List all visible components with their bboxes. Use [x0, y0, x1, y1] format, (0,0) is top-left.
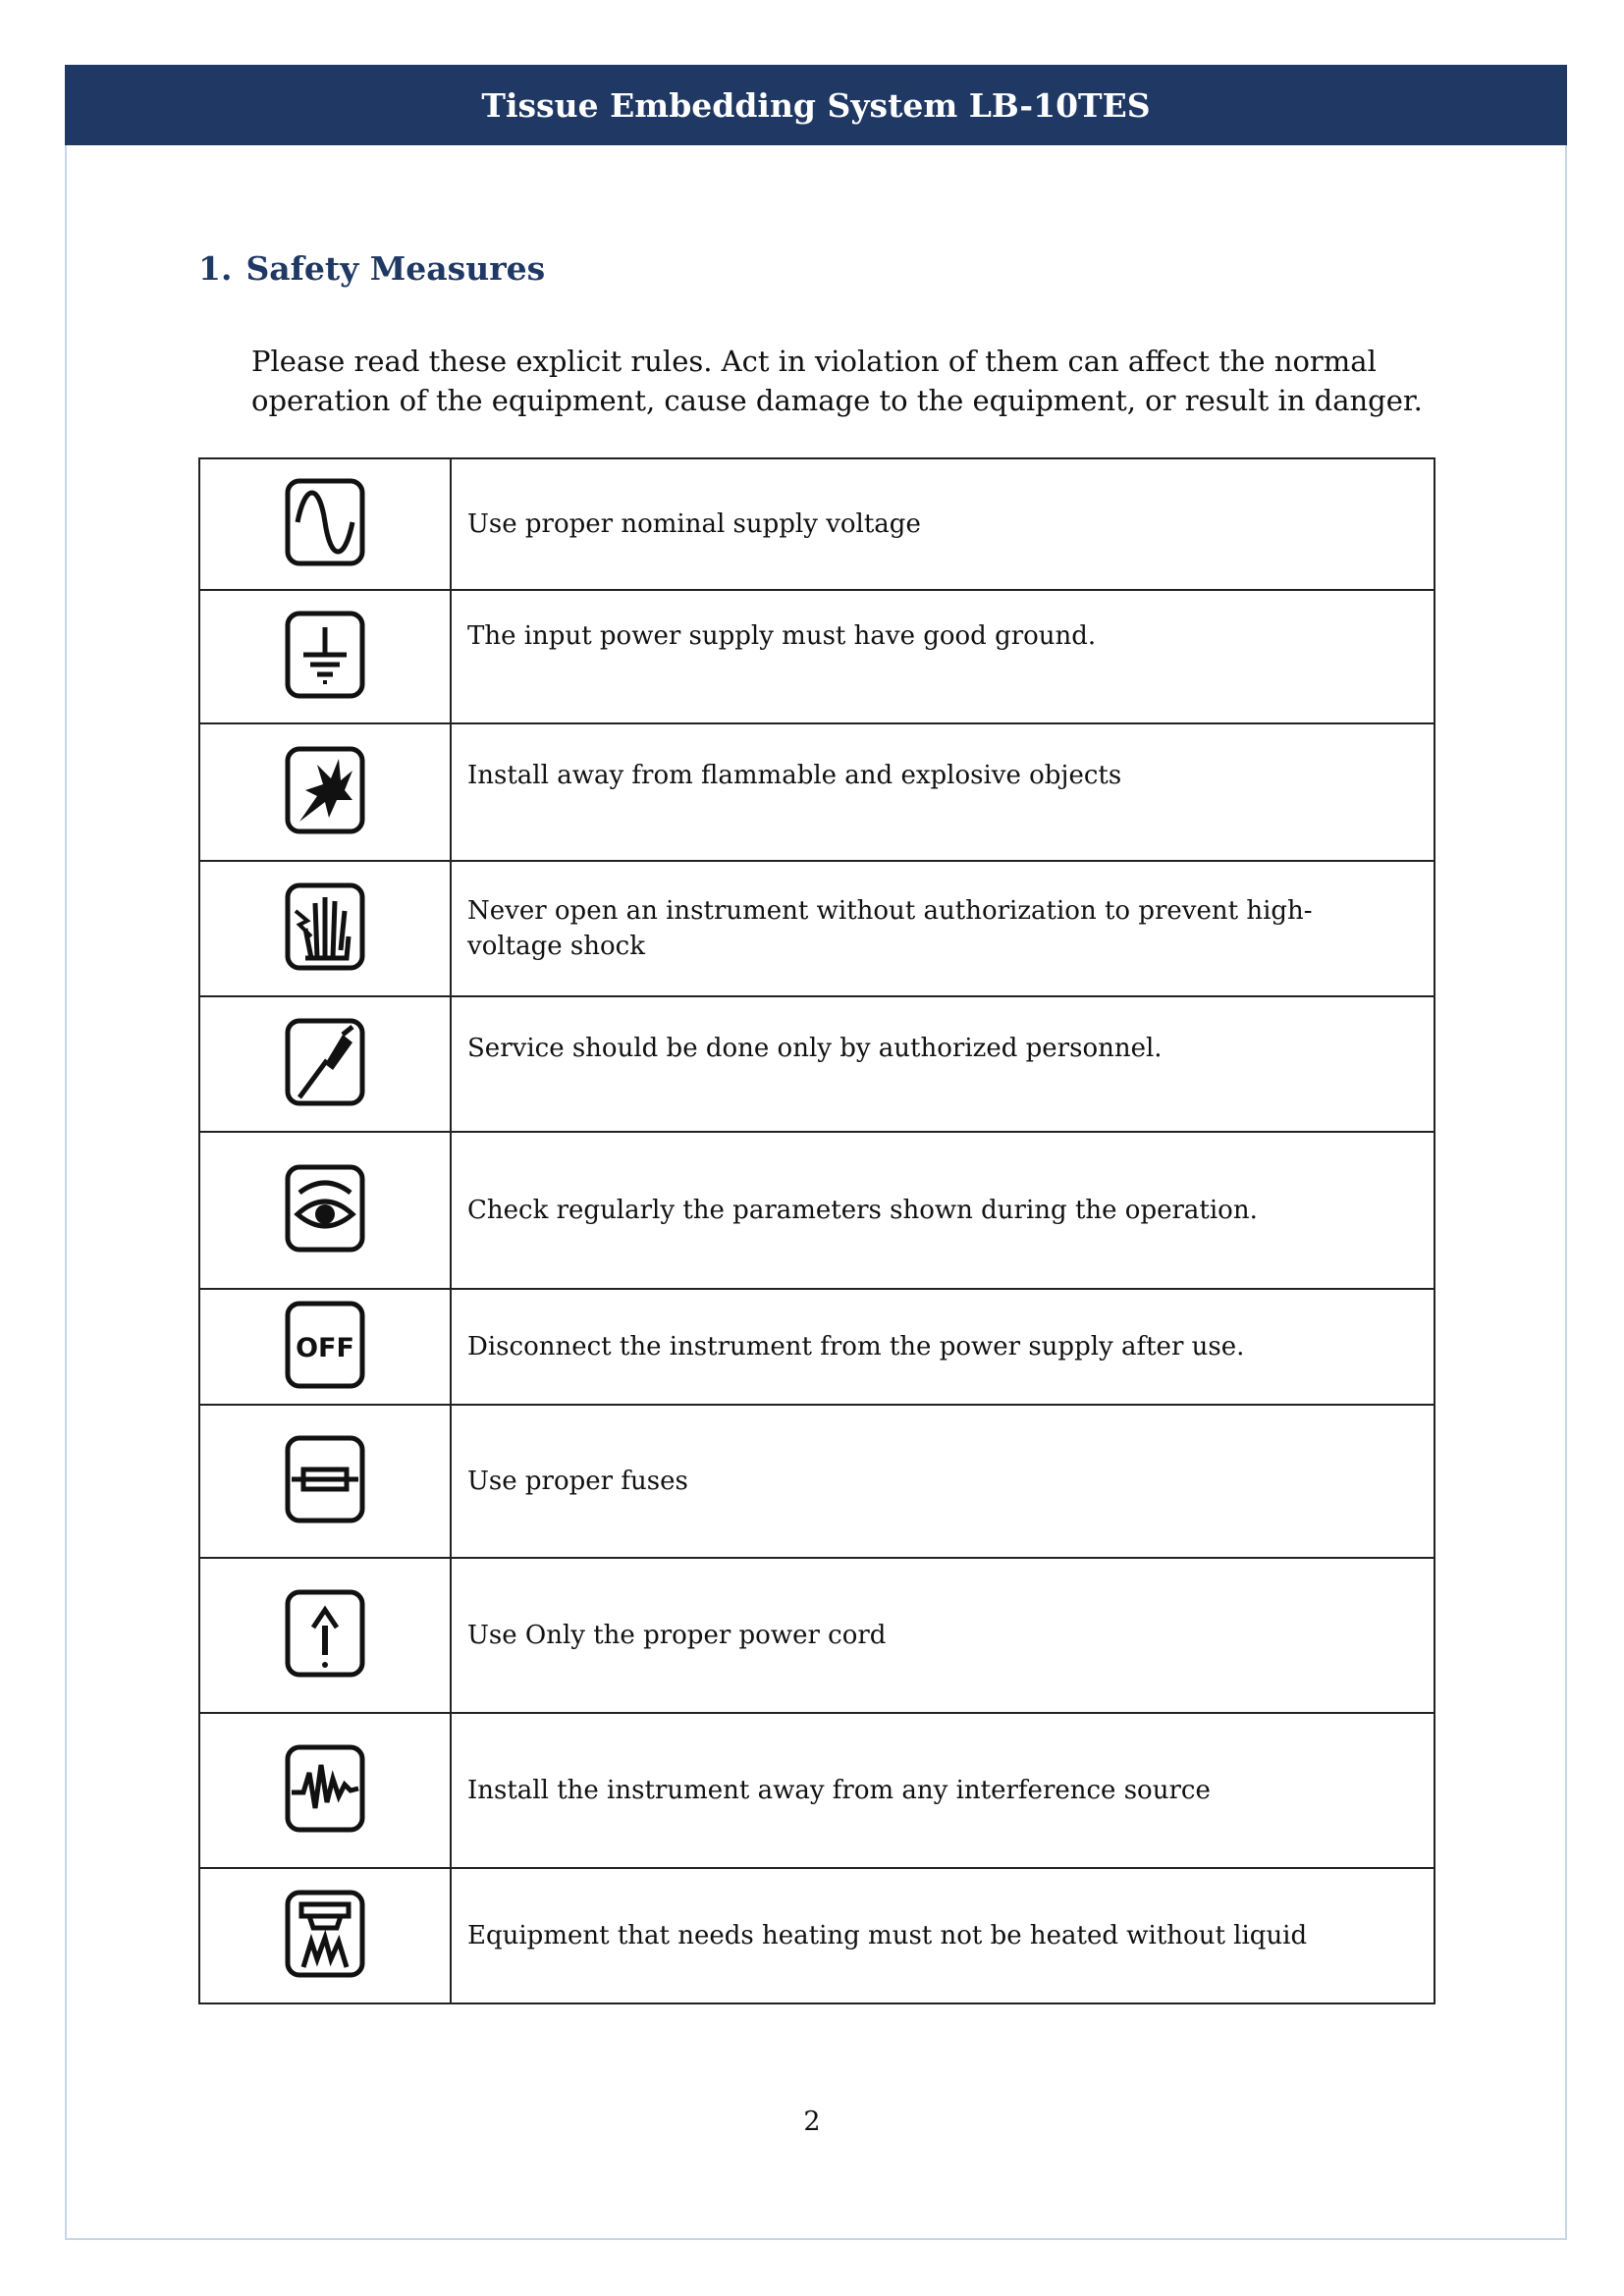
ground-icon	[284, 610, 366, 700]
rule-text: Never open an instrument without authorization to prevent high-voltage shock	[451, 861, 1435, 996]
rule-text: Use proper fuses	[451, 1405, 1435, 1558]
rule-text: Use proper nominal supply voltage	[451, 458, 1435, 590]
table-row	[199, 1868, 1435, 2003]
screwdriver-icon	[284, 1017, 366, 1107]
ac-sine-wave-icon	[284, 477, 366, 567]
table-row	[199, 1132, 1435, 1289]
rule-text: Equipment that needs heating must not be heated without liquid	[451, 1868, 1435, 2003]
interference-signal-icon	[284, 1743, 366, 1834]
fuse-icon	[284, 1434, 366, 1524]
eye-icon	[284, 1163, 366, 1254]
table-row	[199, 996, 1435, 1132]
section-heading	[198, 249, 545, 288]
rule-text: Disconnect the instrument from the power supply after use.	[451, 1289, 1435, 1405]
document-header	[65, 65, 1567, 145]
rule-text: The input power supply must have good ground.	[451, 590, 1435, 723]
intro-paragraph: Please read these explicit rules. Act in violation of them can affect the normal operation of the equipment, cause damage to the equipment, or result in danger.	[251, 345, 1423, 417]
table-row	[199, 590, 1435, 723]
table-row	[199, 1289, 1435, 1405]
rule-text: Check regularly the parameters shown during the operation.	[451, 1132, 1435, 1289]
svg-text:OFF: OFF	[296, 1333, 354, 1363]
table-row	[199, 1713, 1435, 1868]
rule-text: Service should be done only by authorized personnel.	[451, 996, 1435, 1132]
table-row	[199, 458, 1435, 590]
section-title: Safety Measures	[245, 249, 546, 288]
flammable-explosion-icon	[284, 745, 366, 835]
high-voltage-hand-icon	[284, 881, 366, 972]
heating-liquid-icon	[284, 1889, 366, 1979]
rule-text: Use Only the proper power cord	[451, 1558, 1435, 1713]
rule-text: Install away from flammable and explosive objects	[451, 723, 1435, 861]
off-icon	[284, 1300, 366, 1390]
header-title: Tissue Embedding System LB-10TES	[481, 85, 1151, 125]
table-row	[199, 1405, 1435, 1558]
rule-text: Install the instrument away from any interference source	[451, 1713, 1435, 1868]
table-row	[199, 1558, 1435, 1713]
power-plug-icon	[284, 1588, 366, 1679]
table-row	[199, 723, 1435, 861]
section-number: 1.	[198, 249, 233, 288]
safety-rules-table	[198, 457, 1435, 2004]
page-number: 2	[803, 2107, 821, 2137]
table-row	[199, 861, 1435, 996]
